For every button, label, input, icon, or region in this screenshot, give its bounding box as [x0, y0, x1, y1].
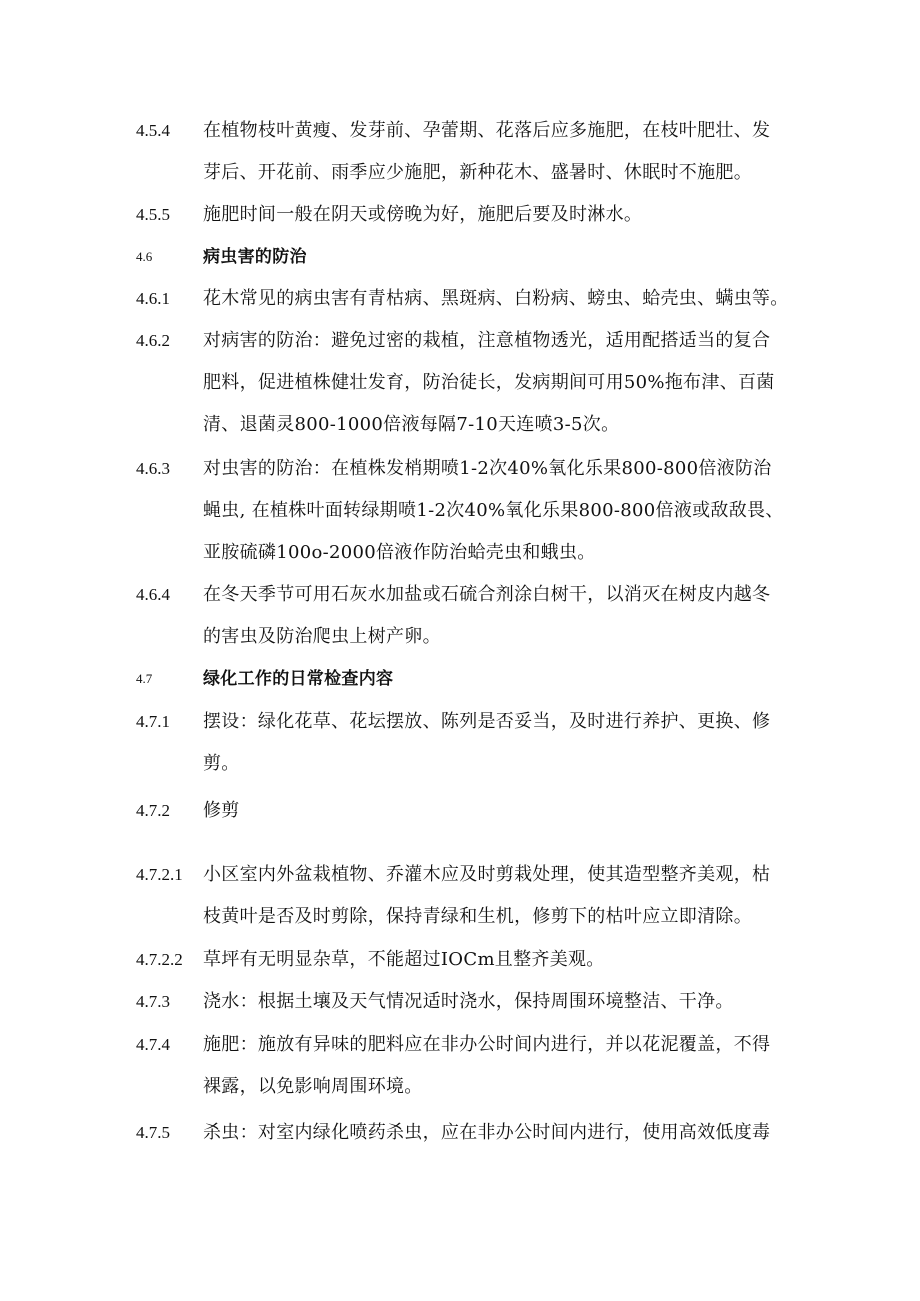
section-number: 4.7.3: [136, 992, 170, 1011]
section-text-line: 枝黄叶是否及时剪除，保持青绿和生机，修剪下的枯叶应立即清除。: [203, 906, 752, 927]
section-number: 4.6.1: [136, 289, 170, 308]
section-number: 4.6.4: [136, 585, 170, 604]
section-number: 4.7.2: [136, 801, 170, 820]
section-text-line: 剪。: [203, 753, 240, 774]
section-number: 4.5.4: [136, 121, 170, 140]
section-heading: 病虫害的防治: [203, 247, 307, 267]
section-text-line: 施肥时间一般在阴天或傍晚为好，施肥后要及时淋水。: [203, 204, 643, 225]
section-text-line: 施肥：施放有异味的肥料应在非办公时间内进行，并以花泥覆盖，不得: [203, 1034, 771, 1055]
section-text-line: 肥料，促进植株健壮发育，防治徒长，发病期间可用50%拖布津、百菌: [203, 372, 775, 393]
section-number: 4.7.2.1: [136, 865, 183, 884]
section-text-line: 对虫害的防治：在植株发梢期喷1-2次40%氧化乐果800-800倍液防治: [203, 458, 772, 479]
section-text-line: 草坪有无明显杂草，不能超过IOCm且整齐美观。: [203, 949, 605, 970]
section-number: 4.7.1: [136, 712, 170, 731]
section-number: 4.6.3: [136, 459, 170, 478]
section-heading: 绿化工作的日常检查内容: [203, 669, 394, 689]
section-text-line: 浇水：根据土壤及天气情况适时浇水，保持周围环境整洁、干净。: [203, 991, 734, 1012]
section-number: 4.6: [136, 249, 153, 264]
section-number: 4.7: [136, 671, 153, 686]
section-text-line: 的害虫及防治爬虫上树产卵。: [203, 626, 441, 647]
section-text-line: 清、退菌灵800-1000倍液每隔7-10天连喷3-5次。: [203, 414, 620, 435]
section-text-line: 杀虫：对室内绿化喷药杀虫，应在非办公时间内进行，使用高效低度毒: [203, 1122, 771, 1143]
section-text-line: 对病害的防治：避免过密的栽植，注意植物透光，适用配搭适当的复合: [203, 330, 771, 351]
section-text-line: 蝇虫, 在植株叶面转绿期喷1-2次40%氧化乐果800-800倍液或敌敌畏、: [203, 500, 784, 521]
section-text-line: 花木常见的病虫害有青枯病、黑斑病、白粉病、螃虫、蛤壳虫、螨虫等。: [203, 288, 789, 309]
section-number: 4.5.5: [136, 205, 170, 224]
section-text-line: 修剪: [203, 800, 240, 821]
section-text-line: 摆设：绿化花草、花坛摆放、陈列是否妥当，及时进行养护、更换、修: [203, 711, 771, 732]
section-number: 4.6.2: [136, 331, 170, 350]
section-text-line: 小区室内外盆栽植物、乔灌木应及时剪栽处理，使其造型整齐美观，枯: [203, 864, 771, 885]
section-number: 4.7.5: [136, 1123, 170, 1142]
section-text-line: 亚胺硫磷100o-2000倍液作防治蛤壳虫和蛾虫。: [203, 542, 596, 563]
section-text-line: 在冬天季节可用石灰水加盐或石硫合剂涂白树干，以消灭在树皮内越冬: [203, 584, 771, 605]
section-number: 4.7.2.2: [136, 950, 183, 969]
section-text-line: 裸露，以免影响周围环境。: [203, 1076, 423, 1097]
section-text-line: 在植物枝叶黄瘦、发芽前、孕蕾期、花落后应多施肥，在枝叶肥壮、发: [203, 120, 771, 141]
section-text-line: 芽后、开花前、雨季应少施肥，新种花木、盛暑时、休眠时不施肥。: [203, 162, 752, 183]
section-number: 4.7.4: [136, 1035, 170, 1054]
